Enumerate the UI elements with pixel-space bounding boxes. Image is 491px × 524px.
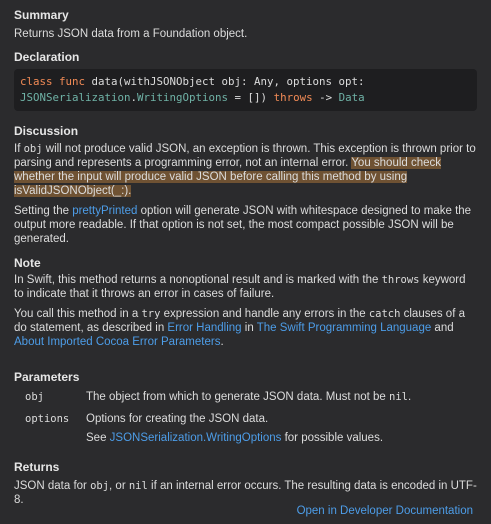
code-nil-returns: nil (128, 480, 148, 492)
declaration-signature: data(withJSONObject obj: Any, options opt: (85, 75, 365, 88)
note-text-b: keyword to indicate that it throws an error in cases of failure. (14, 274, 466, 300)
declaration-line-2 (20, 90, 471, 106)
keyword-func: func (59, 75, 86, 88)
keyword-throws: throws (273, 91, 313, 104)
param-desc-obj (86, 390, 477, 404)
declaration-default: = []) (228, 91, 274, 104)
code-try: try (141, 308, 161, 320)
swift-language-link[interactable]: The Swift Programming Language (256, 322, 432, 334)
param-name-obj: obj (25, 391, 44, 403)
note-paragraph-2 (14, 307, 477, 349)
declaration-arrow: -> (312, 91, 339, 104)
discussion-heading: Discussion (14, 124, 79, 138)
param-obj-text-b: . (407, 391, 412, 403)
returns-text-b: , or (109, 480, 129, 492)
note-text-c: You call this method in a (14, 308, 142, 320)
note-text-f: in (241, 322, 257, 334)
code-throws: throws (381, 274, 420, 286)
writingoptions-link[interactable]: JSONSerialization.WritingOptions (109, 432, 282, 444)
note-paragraph-1 (14, 273, 477, 301)
code-catch: catch (368, 308, 401, 320)
type-data: Data (338, 91, 365, 104)
highlighted-text: You should check whether the input will produce valid JSON before calling this method by using isValidJSONObject(_:). (14, 157, 442, 197)
note-text-g: and (431, 322, 454, 334)
type-jsonserialization: JSONSerialization (20, 91, 131, 104)
summary-heading: Summary (14, 8, 69, 22)
declaration-heading: Declaration (14, 50, 80, 64)
discussion-text-d: option will generate JSON with whitespace designed to make the output more readable. If that option is not set, the most compact possible JSON will be generated. (14, 205, 472, 245)
note-text-h: . (220, 336, 224, 348)
param-obj-text-a: The object from which to generate JSON data. Must not be (86, 391, 389, 403)
declaration-line-1 (20, 74, 471, 90)
discussion-paragraph-2 (14, 204, 477, 246)
param-options-text-b: for possible values. (281, 432, 384, 444)
parameters-list (25, 390, 477, 445)
code-obj: obj (23, 143, 43, 155)
discussion-text-a: If (14, 143, 24, 155)
returns-heading: Returns (14, 460, 60, 474)
returns-text-c: if an internal error occurs. The resulting data is encoded in UTF-8. (14, 480, 477, 506)
summary-text: Returns JSON data from a Foundation object. (14, 28, 248, 40)
param-name-options: options (25, 413, 70, 425)
note-text-d: expression and handle any errors in the (160, 308, 369, 320)
prettyprinted-link[interactable]: prettyPrinted (72, 205, 138, 217)
discussion-paragraph-1 (14, 142, 477, 198)
param-options-text-1: Options for creating the JSON data. (86, 413, 269, 425)
note-heading: Note (14, 256, 41, 270)
open-in-developer-documentation-link[interactable]: Open in Developer Documentation (296, 505, 473, 517)
note-text-e: clauses of a do statement, as described in (14, 308, 465, 334)
declaration-code-block (14, 69, 477, 111)
param-desc-options (86, 412, 477, 445)
param-options-text-a: See (86, 432, 110, 444)
keyword-class: class (20, 75, 53, 88)
type-writingoptions: WritingOptions (137, 91, 229, 104)
declaration-dot: . (130, 91, 138, 104)
returns-text (14, 479, 477, 507)
code-nil: nil (389, 391, 408, 403)
returns-text-a: JSON data for (14, 480, 91, 492)
note-text-a: In Swift, this method returns a nonoptional result and is marked with the (14, 274, 382, 286)
discussion-text-c: Setting the (14, 205, 73, 217)
imported-cocoa-error-link[interactable]: About Imported Cocoa Error Parameters (14, 336, 221, 348)
code-obj-returns: obj (90, 480, 110, 492)
discussion-text-b: will not produce valid JSON, an exception is thrown. This exception is thrown prior to parsing and represents a programming error, not an internal error. (14, 143, 476, 169)
param-options-line-2 (86, 431, 477, 445)
error-handling-link[interactable]: Error Handling (167, 322, 242, 334)
parameters-heading: Parameters (14, 370, 80, 384)
